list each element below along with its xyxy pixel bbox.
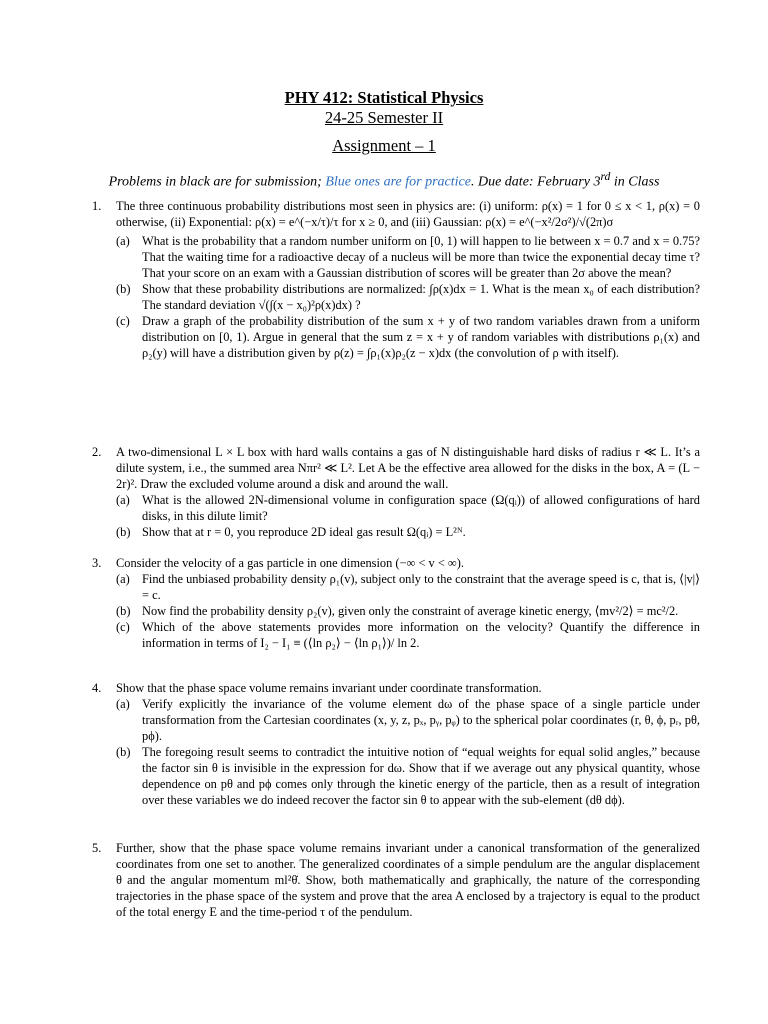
problem-part (116, 313, 700, 361)
part-label: (c) (116, 314, 130, 328)
course-title: PHY 412: Statistical Physics (284, 88, 484, 107)
problem-part (116, 603, 700, 619)
submission-note (0, 168, 768, 192)
part-label: (a) (116, 234, 130, 248)
problem-text: Show that the phase space volume remains invariant under coordinate transformation. (116, 681, 542, 695)
problem-part (116, 571, 700, 603)
problem-part (116, 492, 700, 524)
part-text: What is the allowed 2N-dimensional volume in configuration space (Ω(qᵢ)) of allowed configurations of hard disks, in this dilute limit? (142, 493, 700, 523)
part-label: (b) (116, 525, 131, 539)
problem-part (116, 281, 700, 313)
problem-5 (92, 840, 700, 920)
part-text: Verify explicitly the invariance of the volume element dω of the phase space of a single particle under transformation from the Cartesian coordinates (x, y, z, pₓ, pᵧ, pᵩ) to the spherical polar coordinates (r, θ, ϕ, pᵣ, pθ, pϕ). (142, 697, 700, 743)
problem-number: 1. (92, 199, 102, 213)
part-label: (b) (116, 282, 131, 296)
problem-text: The three continuous probability distributions most seen in physics are: (i) uniform: ρ(x) = 1 for 0 ≤ x < 1, ρ(x) = 0 otherwise, (ii) Exponential: ρ(x) = e^(−x/τ)/τ for x ≥ 0, and (iii) Gaussian: ρ(x) = e^(−x²/2σ²)/√(2π)σ (116, 199, 700, 229)
problem-part (116, 696, 700, 744)
note-blue-text: Blue ones are for practice (325, 174, 471, 190)
problem-part (116, 233, 700, 281)
part-label: (b) (116, 745, 131, 759)
problem-number: 5. (92, 841, 102, 855)
problem-3 (92, 555, 700, 651)
problem-part (116, 744, 700, 808)
part-text: Draw a graph of the probability distribution of the sum x + y of two random variables drawn from a uniform distribution on [0, 1). Argue in general that the sum z = x + y of random variables with distributions ρ₁(x) and ρ₂(y) will have a distribution given by ρ(z) = ∫ρ₁(x)ρ₂(z − x)dx (the convolution of ρ with itself). (142, 314, 700, 360)
assignment-title: Assignment – 1 (332, 136, 436, 155)
problem-part (116, 619, 700, 651)
part-text: Show that at r = 0, you reproduce 2D ideal gas result Ω(qᵢ) = L²ᴺ. (142, 525, 466, 539)
problem-2 (92, 444, 700, 540)
problem-number: 3. (92, 556, 102, 570)
problem-4 (92, 680, 700, 808)
part-text: Find the unbiased probability density ρ₁(v), subject only to the constraint that the average speed is c, that is, ⟨|v|⟩ = c. (142, 572, 700, 602)
part-label: (a) (116, 493, 130, 507)
note-due-suffix: in Class (610, 174, 660, 190)
problem-text: A two-dimensional L × L box with hard walls contains a gas of N distinguishable hard disks of radius r ≪ L. It’s a dilute system, i.e., the summed area Nπr² ≪ L². Let A be the effective area allowed for the disks in the box, A = (L − 2r)². Draw the excluded volume around a disk and around the wall. (116, 445, 700, 491)
problem-number: 2. (92, 445, 102, 459)
problem-text: Further, show that the phase space volume remains invariant under a canonical transformation of the generalized coordinates from one set to another. The generalized coordinates of a simple pendulum are the angular displacement θ and the angular momentum ml²θ̇. Show, both mathematically and graphically, the nature of the corresponding trajectories in the phase space of the system and prove that the area A enclosed by a trajectory is equal to the product of the total energy E and the time-period τ of the pendulum. (116, 841, 700, 919)
part-label: (a) (116, 572, 130, 586)
part-text: Now find the probability density ρ₂(v), given only the constraint of average kinetic energy, ⟨mv²/2⟩ = mc²/2. (142, 604, 679, 618)
part-text: What is the probability that a random number uniform on [0, 1) will happen to lie between x = 0.7 and x = 0.75? That the waiting time for a radioactive decay of a nucleus will be more than twice the exponential decay time τ? That your score on an exam with a Gaussian distribution of scores will be greater than 2σ above the mean? (142, 234, 700, 280)
problem-text: Consider the velocity of a gas particle in one dimension (−∞ < v < ∞). (116, 556, 464, 570)
document-header (0, 88, 768, 156)
problem-1 (92, 198, 700, 361)
part-text: The foregoing result seems to contradict the intuitive notion of “equal weights for equal solid angles,” because the factor sin θ is invisible in the expression for dω. Show that if we average out any physical quantity, whose dependence on pθ and pϕ comes only through the kinetic energy of the particle, then as a result of integration over these variables we do indeed recover the factor sin θ to appear with the sub-element (dθ dϕ). (142, 745, 700, 807)
note-black-text: Problems in black are for submission; (108, 174, 326, 190)
part-label: (c) (116, 620, 130, 634)
note-due-superscript: rd (600, 170, 611, 183)
part-label: (a) (116, 697, 130, 711)
part-text: Show that these probability distributions are normalized: ∫ρ(x)dx = 1. What is the mean x₀ of each distribution? The standard deviation √(∫(x − x₀)²ρ(x)dx) ? (142, 282, 700, 312)
note-due-date: . Due date: February 3 (470, 174, 601, 190)
problem-part (116, 524, 700, 540)
semester-label: 24-25 Semester II (324, 108, 444, 127)
part-label: (b) (116, 604, 131, 618)
problem-number: 4. (92, 681, 102, 695)
part-text: Which of the above statements provides more information on the velocity? Quantify the difference in information in terms of I₂ − I₁ ≡ (⟨ln ρ₂⟩ − ⟨ln ρ₁⟩)/ ln 2. (142, 620, 700, 650)
